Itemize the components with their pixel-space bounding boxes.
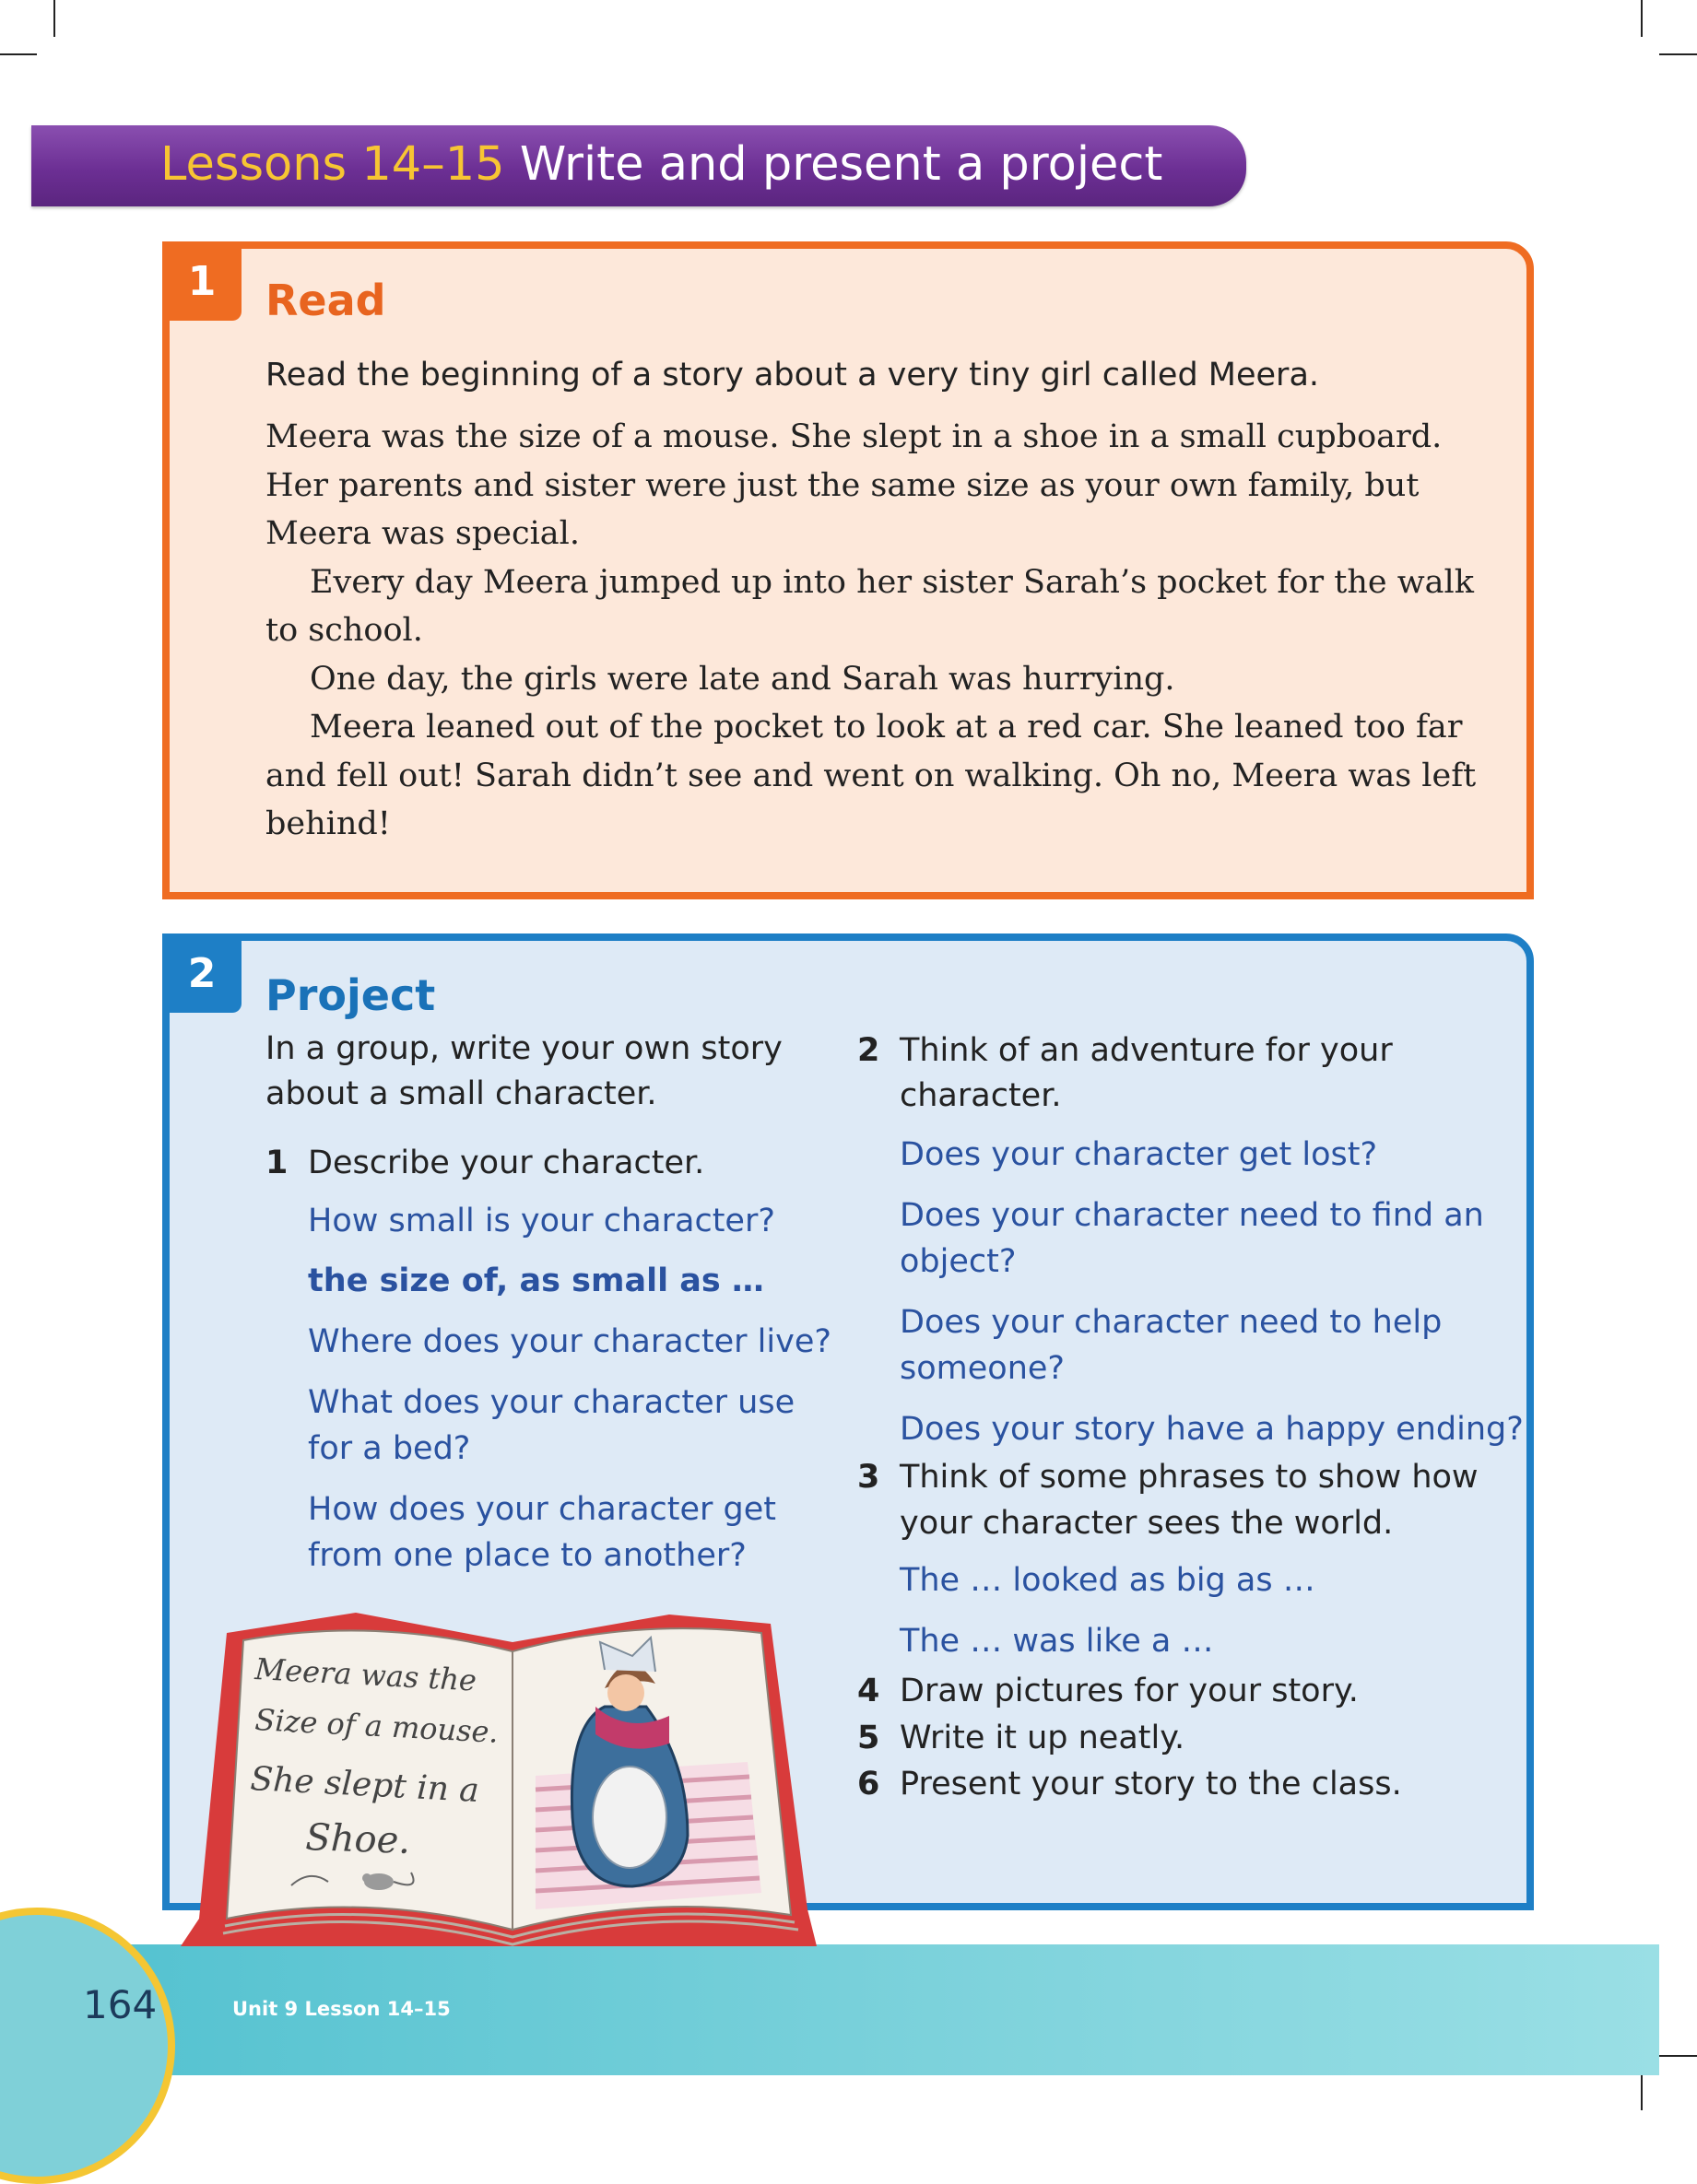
book-handwriting: She slept in a bbox=[249, 1760, 480, 1810]
step-text: character. bbox=[900, 1077, 1062, 1114]
step-text: Describe your character. bbox=[308, 1145, 705, 1181]
book-handwriting: Meera was the bbox=[253, 1651, 477, 1698]
book-handwriting: Shoe. bbox=[304, 1816, 411, 1862]
step-number: 1 bbox=[265, 1145, 289, 1181]
step-number: 6 bbox=[857, 1766, 880, 1802]
title-heading: Write and present a project bbox=[519, 137, 1163, 192]
project-intro: about a small character. bbox=[265, 1075, 657, 1112]
prompt-question: Does your character need to find an bbox=[900, 1197, 1484, 1234]
read-instruction: Read the beginning of a story about a very tiny girl called Meera. bbox=[265, 357, 1320, 393]
page-title bbox=[160, 135, 1162, 195]
prompt-question: for a bed? bbox=[308, 1430, 471, 1467]
prompt-phrase: the size of, as small as … bbox=[308, 1262, 764, 1299]
read-section-number: 1 bbox=[162, 241, 242, 321]
crop-mark bbox=[1659, 2055, 1697, 2057]
prompt-question: How small is your character? bbox=[308, 1203, 775, 1239]
step-number: 2 bbox=[857, 1032, 880, 1069]
prompt-question: from one place to another? bbox=[308, 1537, 747, 1574]
step-text: Draw pictures for your story. bbox=[900, 1673, 1359, 1709]
unit-label: Unit 9 Lesson 14–15 bbox=[232, 1998, 451, 2020]
crop-mark bbox=[1641, 0, 1643, 37]
step-text: Present your story to the class. bbox=[900, 1766, 1402, 1802]
crop-mark bbox=[1659, 53, 1697, 55]
story-paragraph: Meera was the size of a mouse. She slept in a shoe in a small cupboard. Her parents and sister were just the same size as your own family, but Meera was special. bbox=[265, 418, 1443, 552]
story-paragraph: Meera leaned out of the pocket to look at a red car. She leaned too far and fell out! Sarah didn’t see and went on walking. Oh no, Meera was left behind! bbox=[265, 709, 1477, 842]
project-section-number: 2 bbox=[162, 933, 242, 1013]
read-heading: Read bbox=[265, 276, 386, 325]
prompt-question: What does your character use bbox=[308, 1384, 795, 1421]
step-text: Think of some phrases to show how bbox=[900, 1459, 1479, 1496]
step-number: 3 bbox=[857, 1459, 880, 1496]
prompt-question: Where does your character live? bbox=[308, 1323, 831, 1360]
crop-mark bbox=[53, 0, 55, 37]
step-number: 5 bbox=[857, 1720, 880, 1756]
prompt-question: Does your character get lost? bbox=[900, 1136, 1378, 1173]
project-intro: In a group, write your own story bbox=[265, 1030, 783, 1067]
storybook-illustration bbox=[171, 1605, 854, 1992]
book-handwriting: Size of a mouse. bbox=[253, 1702, 500, 1750]
project-heading: Project bbox=[265, 970, 436, 1020]
step-number: 4 bbox=[857, 1673, 880, 1709]
step-text: Write it up neatly. bbox=[900, 1720, 1185, 1756]
prompt-question: Does your character need to help bbox=[900, 1304, 1443, 1341]
story-text bbox=[265, 413, 1482, 849]
prompt-question: How does your character get bbox=[308, 1491, 777, 1528]
prompt-phrase: The … looked as big as … bbox=[900, 1562, 1315, 1599]
crop-mark bbox=[0, 53, 37, 55]
step-text: Think of an adventure for your bbox=[900, 1032, 1393, 1069]
crop-mark bbox=[1641, 2073, 1643, 2110]
story-paragraph: Every day Meera jumped up into her sister Sarah’s pocket for the walk to school. bbox=[265, 563, 1474, 649]
step-text: your character sees the world. bbox=[900, 1505, 1394, 1542]
prompt-question: Does your story have a happy ending? bbox=[900, 1411, 1524, 1448]
page-number: 164 bbox=[83, 1982, 158, 2027]
prompt-question: someone? bbox=[900, 1350, 1065, 1387]
lesson-range: Lessons 14–15 bbox=[160, 137, 505, 192]
prompt-question: object? bbox=[900, 1243, 1017, 1280]
prompt-phrase: The … was like a … bbox=[900, 1623, 1214, 1660]
story-paragraph: One day, the girls were late and Sarah was hurrying. bbox=[310, 660, 1175, 698]
